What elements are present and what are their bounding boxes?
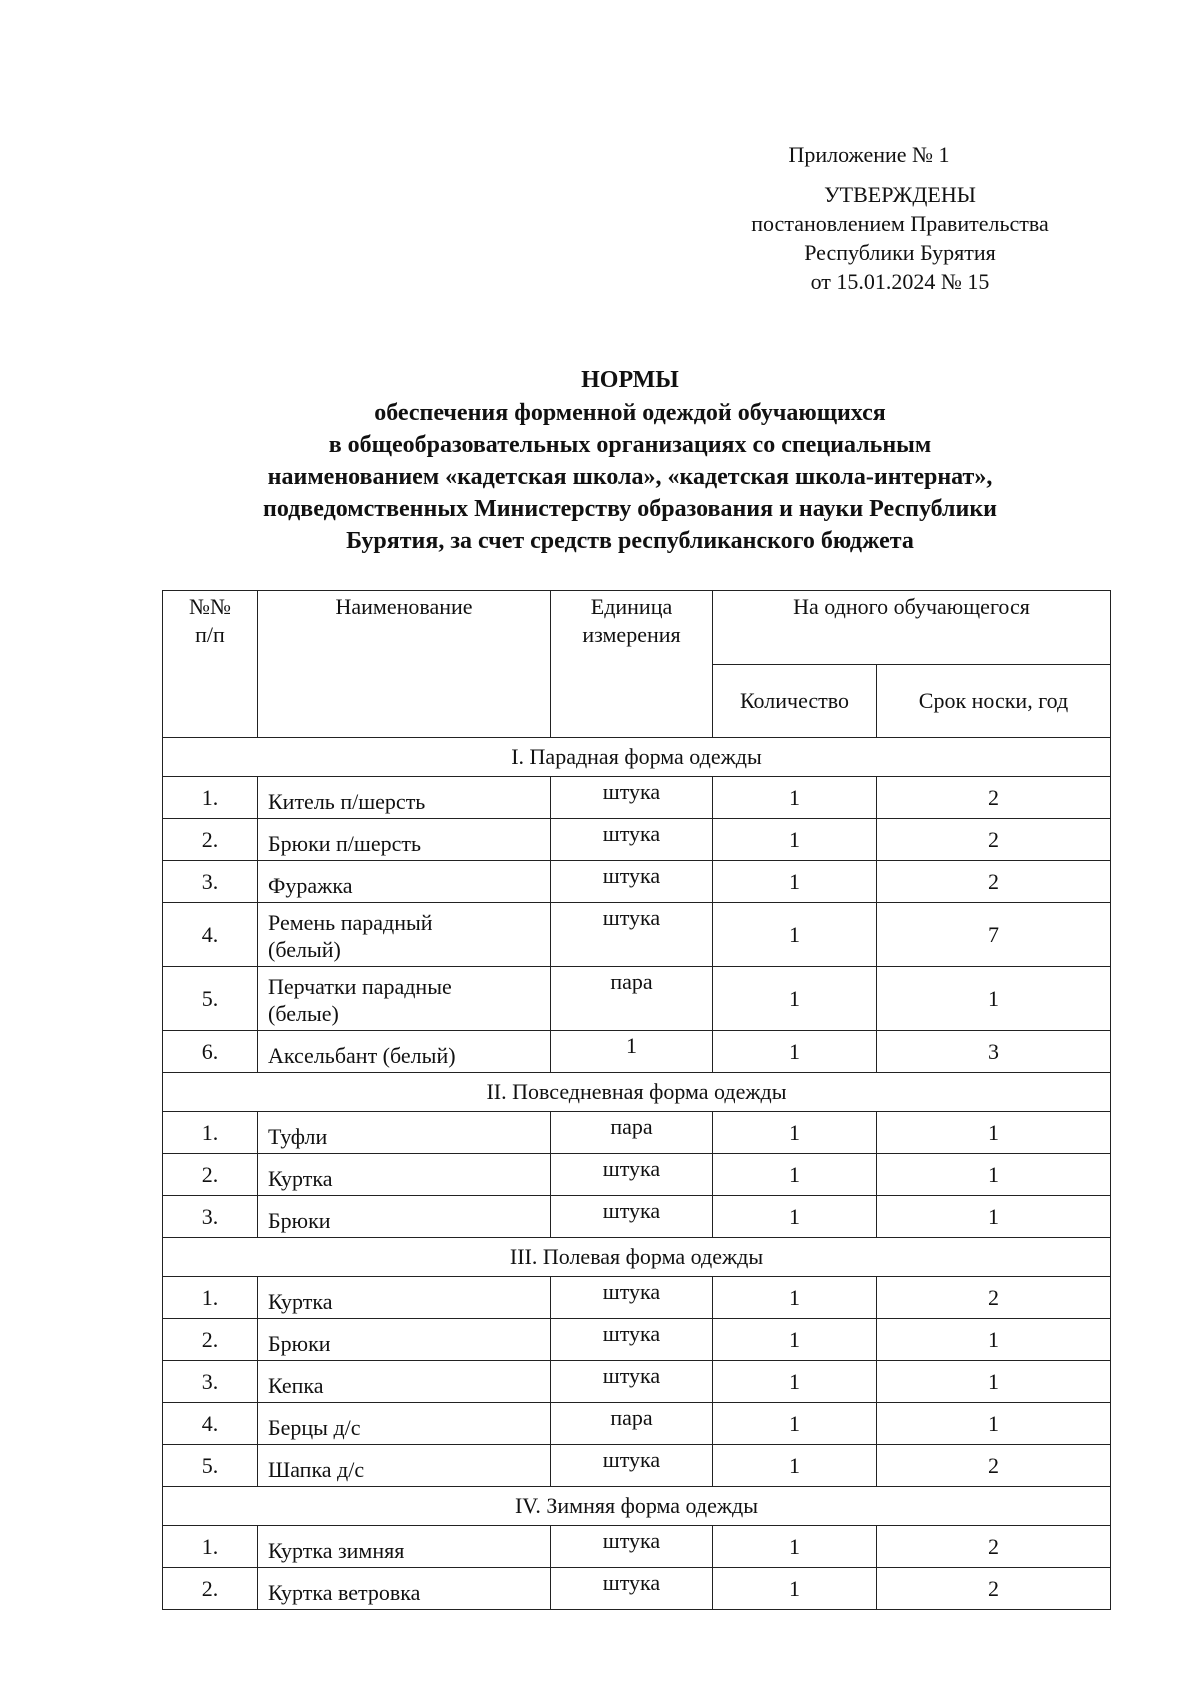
row-unit: пара [551,1112,713,1154]
row-term: 3 [877,1031,1111,1073]
row-name: Берцы д/с [258,1403,551,1445]
row-term: 7 [877,903,1111,967]
table-row [163,1526,1111,1568]
row-term: 1 [877,1403,1111,1445]
table-row [163,819,1111,861]
row-quantity: 1 [713,1319,877,1361]
row-name: Брюки п/шерсть [258,819,551,861]
header-unit-line2: измерения [582,622,681,647]
table-row [163,1277,1111,1319]
row-term: 2 [877,1445,1111,1487]
table-row [163,1568,1111,1610]
annex-label: Приложение № 1 [788,142,950,167]
row-name: Китель п/шерсть [258,777,551,819]
row-name: Брюки [258,1319,551,1361]
row-name: Туфли [258,1112,551,1154]
section-title: I. Парадная форма одежды [163,738,1111,777]
document-title [160,364,1100,557]
row-term: 1 [877,1154,1111,1196]
row-quantity: 1 [713,1031,877,1073]
row-quantity: 1 [713,1196,877,1238]
approved-by-republic: Республики Бурятия [804,240,996,265]
header-unit [551,591,713,738]
table-row [163,777,1111,819]
section-title: IV. Зимняя форма одежды [163,1487,1111,1526]
row-number: 4. [163,1403,258,1445]
row-quantity: 1 [713,819,877,861]
row-number: 4. [163,903,258,967]
row-term: 1 [877,1196,1111,1238]
row-quantity: 1 [713,1361,877,1403]
row-number: 1. [163,1526,258,1568]
row-term: 1 [877,1319,1111,1361]
row-name: Ремень парадный (белый) [258,903,551,967]
table-row [163,1196,1111,1238]
row-unit: штука [551,1568,713,1610]
header-per-student-label: На одного обучающегося [793,594,1030,619]
row-quantity: 1 [713,967,877,1031]
row-number: 2. [163,819,258,861]
table-row [163,967,1111,1031]
header-number-line1: №№ [189,594,231,619]
section-title: II. Повседневная форма одежды [163,1073,1111,1112]
approved-label: УТВЕРЖДЕНЫ [824,182,976,207]
row-term: 2 [877,777,1111,819]
row-number: 5. [163,967,258,1031]
row-quantity: 1 [713,903,877,967]
row-unit: штука [551,1445,713,1487]
row-number: 2. [163,1568,258,1610]
row-term: 1 [877,1361,1111,1403]
section-title: III. Полевая форма одежды [163,1238,1111,1277]
row-quantity: 1 [713,1403,877,1445]
row-name: Куртка [258,1154,551,1196]
row-number: 2. [163,1154,258,1196]
row-unit: штука [551,1319,713,1361]
title-line: в общеобразовательных организациях со специальным [328,432,932,458]
row-name: Куртка ветровка [258,1568,551,1610]
row-term: 2 [877,861,1111,903]
header-name [258,591,551,738]
row-number: 1. [163,1277,258,1319]
header-number [163,591,258,738]
row-name: Аксельбант (белый) [258,1031,551,1073]
row-name: Куртка [258,1277,551,1319]
row-quantity: 1 [713,1154,877,1196]
table-row [163,1361,1111,1403]
approval-date-number: от 15.01.2024 № 15 [810,269,990,294]
header-unit-line1: Единица [590,594,673,619]
section-row [163,738,1111,777]
row-number: 3. [163,1361,258,1403]
table-row [163,1319,1111,1361]
title-line: подведомственных Министерству образования и науки Республики [263,496,997,522]
row-unit: штука [551,903,713,967]
row-number: 5. [163,1445,258,1487]
row-name: Перчатки парадные (белые) [258,967,551,1031]
row-unit: штука [551,1361,713,1403]
title-line: наименованием «кадетская школа», «кадетская школа-интернат», [267,464,993,490]
row-number: 1. [163,777,258,819]
row-term: 2 [877,1526,1111,1568]
row-quantity: 1 [713,861,877,903]
row-name: Куртка зимняя [258,1526,551,1568]
header-name-label: Наименование [335,594,473,619]
row-unit: штука [551,861,713,903]
row-name: Кепка [258,1361,551,1403]
section-row [163,1073,1111,1112]
row-unit: штука [551,1277,713,1319]
section-row [163,1487,1111,1526]
title-line: обеспечения форменной одеждой обучающихся [374,400,886,426]
row-quantity: 1 [713,1277,877,1319]
header-term: Срок носки, год [877,665,1111,738]
row-unit: пара [551,967,713,1031]
table-row [163,1031,1111,1073]
row-term: 1 [877,967,1111,1031]
row-term: 2 [877,1568,1111,1610]
row-quantity: 1 [713,1526,877,1568]
section-row [163,1238,1111,1277]
row-quantity: 1 [713,1112,877,1154]
row-unit: штука [551,819,713,861]
row-name: Фуражка [258,861,551,903]
row-quantity: 1 [713,1568,877,1610]
row-number: 1. [163,1112,258,1154]
table-row [163,903,1111,967]
table-row [163,1403,1111,1445]
title-line: Бурятия, за счет средств республиканского бюджета [346,528,914,554]
row-term: 2 [877,819,1111,861]
row-number: 6. [163,1031,258,1073]
row-number: 3. [163,1196,258,1238]
row-name: Шапка д/с [258,1445,551,1487]
header-quantity: Количество [713,665,877,738]
row-quantity: 1 [713,1445,877,1487]
row-name: Брюки [258,1196,551,1238]
table-row [163,1112,1111,1154]
header-per-student [713,591,1111,665]
row-term: 1 [877,1112,1111,1154]
row-unit: штука [551,777,713,819]
title-main: НОРМЫ [581,367,679,393]
row-term: 2 [877,1277,1111,1319]
norms-table-body [163,738,1111,1610]
header-number-line2: п/п [195,622,225,647]
row-number: 2. [163,1319,258,1361]
row-unit: штука [551,1196,713,1238]
row-quantity: 1 [713,777,877,819]
table-row [163,1154,1111,1196]
row-unit: пара [551,1403,713,1445]
approved-by-line: постановлением Правительства [751,211,1049,236]
norms-table [162,590,1111,1610]
table-row [163,1445,1111,1487]
table-row [163,861,1111,903]
row-unit: штука [551,1154,713,1196]
row-number: 3. [163,861,258,903]
approval-block [700,140,1100,296]
row-unit: 1 [551,1031,713,1073]
row-unit: штука [551,1526,713,1568]
